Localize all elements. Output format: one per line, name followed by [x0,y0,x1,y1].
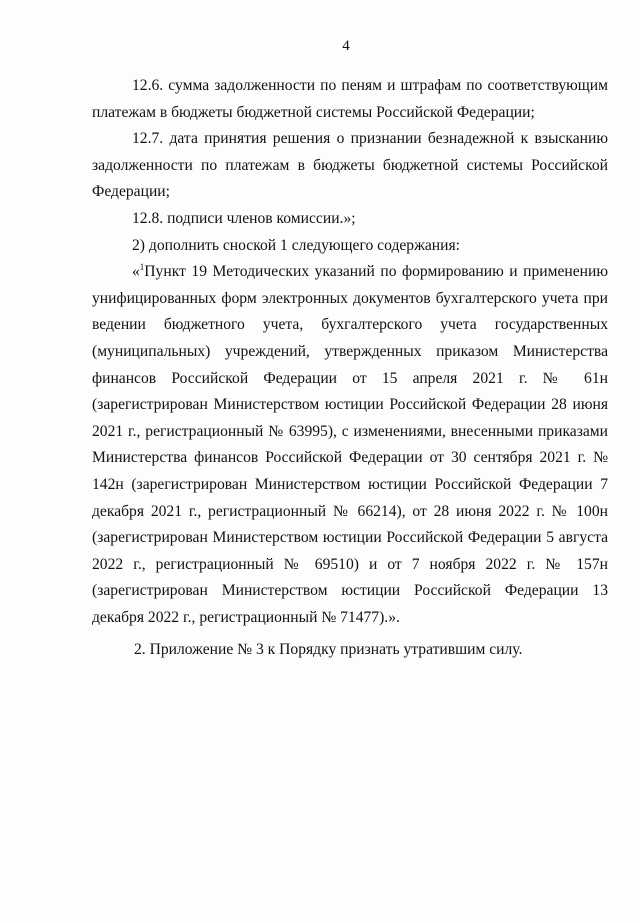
amendment-point-2: 2) дополнить сноской 1 следующего содержания: [132,236,460,254]
footnote-quote [92,259,608,631]
quote-close-mark: ». [388,608,400,626]
page-number: 4 [342,38,350,54]
footnote-number: 1 [139,262,145,273]
item-12-7: 12.7. дата принятия решения о признании безнадежной к взысканию задолженности по платежам в бюджеты бюджетной системы Российской Федерации; [92,130,608,201]
footnote-text: Пункт 19 Методических указаний по формированию и применению унифицированных форм электронных документов бухгалтерского учета при ведении бюджетного учета, бухгалтерского учета государственных (муниципальных) учреждений, утвержденных приказом Министерства финансов Российской Федерации от 15 апреля 2021 г. № 61н (зарегистрирован Министерством юстиции Российской Федерации 28 июня 2021 г., регистрационный № 63995), с изменениями, внесенными приказами Министерства финансов Российской Федерации от 30 сентября 2021 г. № 142н (зарегистрирован Министерством юстиции Российской Федерации 7 декабря 2021 г., регистрационный № 66214), от 28 июня 2022 г. № 100н (зарегистрирован Министерством юстиции Российской Федерации 5 августа 2022 г., регистрационный № 69510) и от 7 ноября 2022 г. № 157н (зарегистрирован Министерством юстиции Российской Федерации 13 декабря 2022 г., регистрационный № 71477). [92,263,608,626]
document-body [92,73,608,664]
quote-open-mark: « [132,263,140,281]
item-12-6: 12.6. сумма задолженности по пеням и штрафам по соответствующим платежам в бюджеты бюджетной системы Российской Федерации; [92,77,608,121]
item-12-8: 12.8. подписи членов комиссии.»; [132,209,356,227]
final-point-2: 2. Приложение № 3 к Порядку признать утратившим силу. [134,641,523,659]
